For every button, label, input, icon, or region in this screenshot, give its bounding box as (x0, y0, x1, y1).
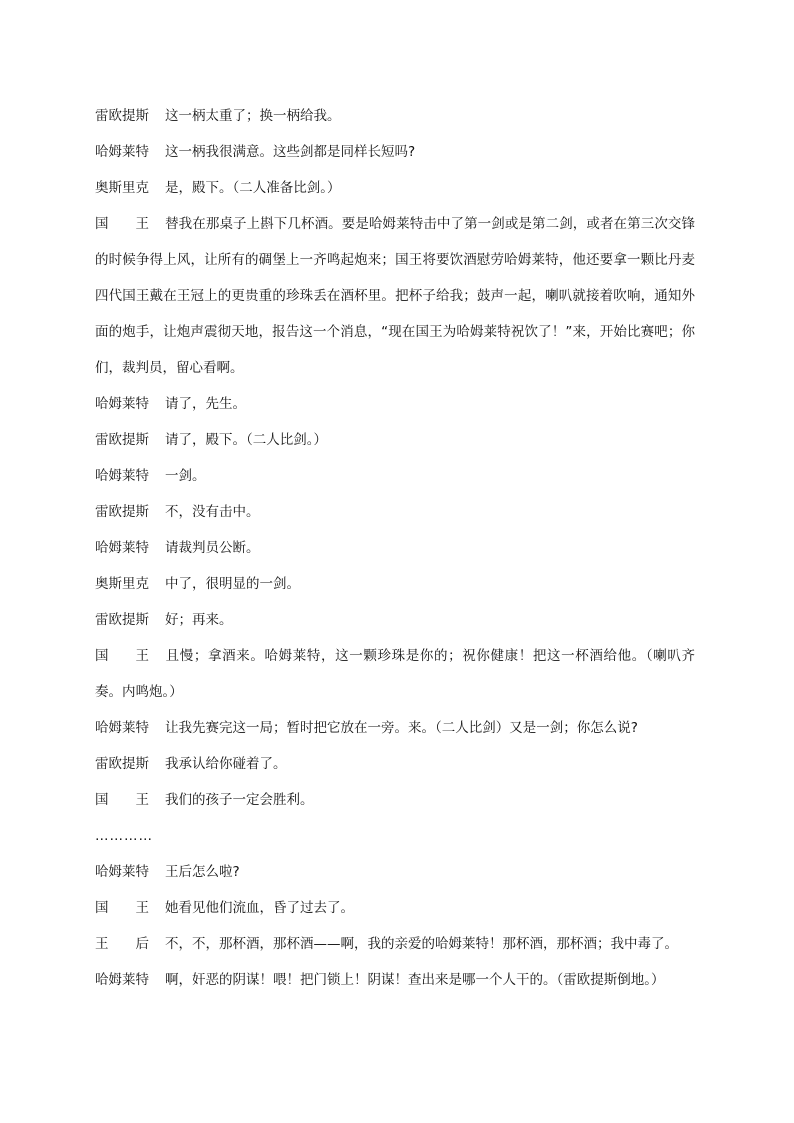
dialogue-text: 这一柄太重了；换一柄给我。 (165, 108, 341, 124)
dialogue-line (95, 746, 695, 782)
dialogue-paragraph (95, 206, 695, 386)
speaker-name: 哈姆莱特 (95, 468, 149, 484)
speaker-name: 国 王 (95, 216, 149, 232)
dialogue-line (95, 170, 695, 206)
script-page (95, 98, 695, 998)
dialogue-line (95, 494, 695, 530)
omission-ellipsis: ………… (95, 828, 153, 844)
dialogue-line (95, 134, 695, 170)
dialogue-text: 中了，很明显的一剑。 (165, 576, 300, 592)
dialogue-line (95, 890, 695, 926)
dialogue-text: 是，殿下。（二人准备比剑。） (165, 180, 341, 196)
speaker-name: 哈姆莱特 (95, 720, 149, 736)
dialogue-line (95, 98, 695, 134)
dialogue-text: 好；再来。 (165, 612, 233, 628)
dialogue-text: 替我在那桌子上斟下几杯酒。要是哈姆莱特击中了第一剑或是第二剑，或者在第三次交锋的时候争得上风，让所有的碉堡上一齐鸣起炮来；国王将要饮酒慰劳哈姆莱特，他还要拿一颗比丹麦四代国王戴在王冠上的更贵重的珍珠丢在酒杯里。把杯子给我；鼓声一起，喇叭就接着吹响，通知外面的炮手，让炮声震彻天地，报告这一个消息，“现在国王为哈姆莱特祝饮了！”来，开始比赛吧；你们，裁判员，留心看啊。 (95, 216, 695, 376)
dialogue-text: 我们的孩子一定会胜利。 (165, 792, 314, 808)
dialogue-text: 啊，奸恶的阴谋！喂！把门锁上！阴谋！查出来是哪一个人干的。（雷欧提斯倒地。） (165, 972, 665, 988)
dialogue-line (95, 962, 695, 998)
speaker-name: 雷欧提斯 (95, 108, 149, 124)
speaker-name: 哈姆莱特 (95, 396, 149, 412)
dialogue-text: 请裁判员公断。 (165, 540, 260, 556)
dialogue-line (95, 458, 695, 494)
dialogue-text: 这一柄我很满意。这些剑都是同样长短吗? (165, 144, 416, 160)
speaker-name: 哈姆莱特 (95, 144, 149, 160)
speaker-name: 哈姆莱特 (95, 864, 149, 880)
dialogue-line (95, 782, 695, 818)
dialogue-line (95, 602, 695, 638)
speaker-name: 国 王 (95, 792, 149, 808)
dialogue-line (95, 926, 695, 962)
speaker-name: 奥斯里克 (95, 180, 149, 196)
speaker-name: 国 王 (95, 900, 149, 916)
dialogue-text: 且慢；拿酒来。哈姆莱特，这一颗珍珠是你的；祝你健康！把这一杯酒给他。（喇叭齐奏。内鸣炮。） (95, 648, 695, 700)
dialogue-line (95, 854, 695, 890)
speaker-name: 雷欧提斯 (95, 432, 149, 448)
speaker-name: 雷欧提斯 (95, 504, 149, 520)
dialogue-text: 我承认给你碰着了。 (165, 756, 287, 772)
dialogue-text: 不，不，那杯酒，那杯酒——啊，我的亲爱的哈姆莱特！那杯酒，那杯酒；我中毒了。 (165, 936, 678, 952)
dialogue-line (95, 710, 695, 746)
speaker-name: 雷欧提斯 (95, 612, 149, 628)
speaker-name: 王 后 (95, 936, 149, 952)
speaker-name: 奥斯里克 (95, 576, 149, 592)
dialogue-paragraph (95, 638, 695, 710)
dialogue-text: 让我先赛完这一局；暂时把它放在一旁。来。（二人比剑）又是一剑；你怎么说? (165, 720, 638, 736)
dialogue-text: 她看见他们流血，昏了过去了。 (165, 900, 354, 916)
dialogue-text: 不，没有击中。 (165, 504, 260, 520)
speaker-name: 国 王 (95, 648, 149, 664)
dialogue-line (95, 530, 695, 566)
dialogue-text: 一剑。 (165, 468, 206, 484)
dialogue-text: 请了，先生。 (165, 396, 246, 412)
speaker-name: 哈姆莱特 (95, 540, 149, 556)
dialogue-text: 请了，殿下。（二人比剑。） (165, 432, 327, 448)
speaker-name: 哈姆莱特 (95, 972, 149, 988)
dialogue-text: 王后怎么啦? (165, 864, 240, 880)
dialogue-line (95, 386, 695, 422)
dialogue-line (95, 422, 695, 458)
dialogue-line (95, 566, 695, 602)
speaker-name: 雷欧提斯 (95, 756, 149, 772)
